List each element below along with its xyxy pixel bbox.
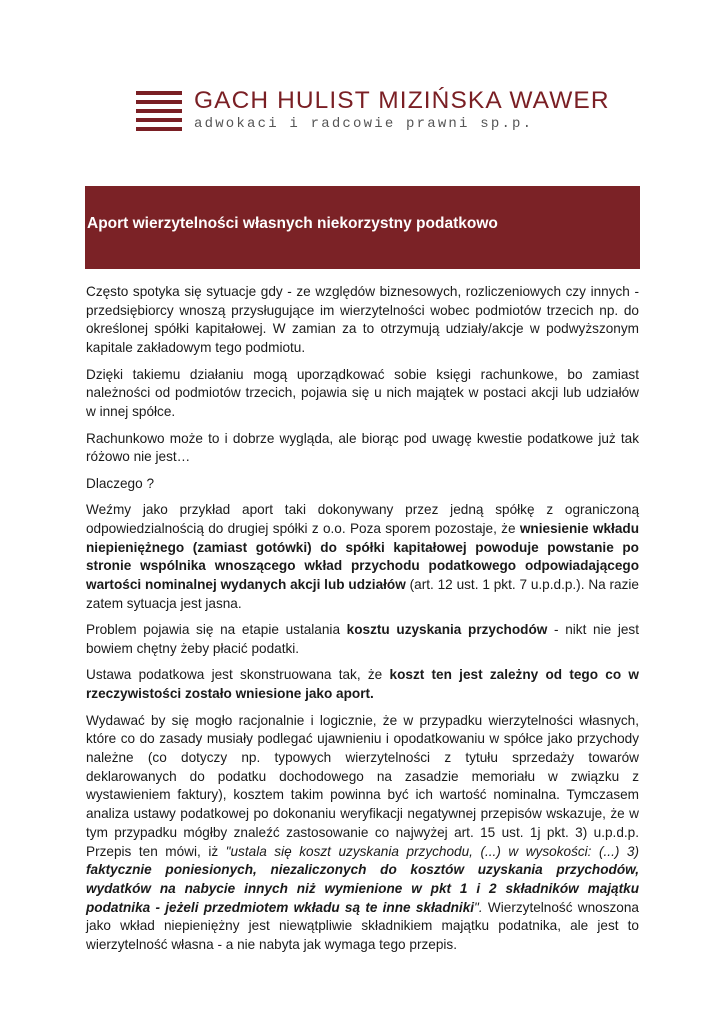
firm-logo	[136, 87, 610, 134]
paragraph-7-text: Ustawa podatkowa jest skonstruowana tak, że	[86, 667, 390, 683]
paragraph-5	[86, 501, 639, 613]
title-banner	[85, 186, 640, 269]
paragraph-7	[86, 666, 639, 703]
paragraph-6-text-end: - nikt nie jest bowiem chętny żeby płacić podatki.	[86, 622, 639, 656]
article-title: Aport wierzytelności własnych niekorzystny podatkowo	[87, 215, 498, 232]
logo-bars-icon	[136, 91, 182, 131]
paragraph-5-text: Weźmy jako przykład aport taki dokonywany przez jedną spółkę z ograniczoną odpowiedzialnością do drugiej spółki z o.o. Poza sporem pozostaje, że	[86, 502, 639, 536]
paragraph-5-text-end: (art. 12 ust. 1 pkt. 7 u.p.d.p.). Na razie zatem sytuacja jest jasna.	[86, 577, 639, 611]
paragraph-5-emphasis: wniesienie wkładu niepieniężnego (zamiast gotówki) do spółki kapitałowej powoduje powstanie po stronie wspólnika wnoszącego wkład przychodu podatkowego odpowiadającego wartości nominalnej wydanych akcji lub udziałów	[86, 520, 640, 593]
paragraph-6-emphasis: kosztu uzyskania przychodów	[346, 622, 548, 638]
paragraph-8-quote-end: ".	[474, 899, 483, 915]
logo-firm-name: GACH HULIST MIZIŃSKA WAWER	[194, 87, 610, 114]
paragraph-8-quote: "ustala się koszt uzyskania przychodu, (...) w wysokości: (...) 3)	[225, 843, 639, 859]
paragraph-8-text: Wydawać by się mogło racjonalnie i logicznie, że w przypadku wierzytelności własnych, które co do zasady musiały podlegać ujawnieniu i opodatkowaniu w spółce jako przychody należne (co dotyczy np. typowych wierzytelności z tytułu sprzedaży towarów deklarowanych do podatku dochodowego na zasadzie memoriału w związku z wystawieniem faktury), kosztem takim powinna być ich wartość nominalna. Tymczasem analiza ustawy podatkowej po dokonaniu weryfikacji negatywnej przepisów wskazuje, że w tym przypadku mógłby znaleźć zastosowanie co najwyżej art. 15 ust. 1j pkt. 3) u.p.d.p. Przepis ten mówi, iż	[86, 712, 639, 859]
paragraph-4: Dlaczego ?	[86, 475, 155, 491]
paragraph-8-text-end: Wierzytelność wnoszona jako wkład niepieniężny jest niewątpliwie składnikiem majątku podatnika, ale jest to wierzytelność własna - a nie nabyta jak wymaga tego przepis.	[86, 899, 639, 953]
paragraph-6	[86, 621, 639, 658]
article-body	[86, 283, 639, 963]
paragraph-2: Dzięki takiemu działaniu mogą uporządkować sobie księgi rachunkowe, bo zamiast należności od podmiotów trzecich, pojawia się u nich majątek w postaci akcji lub udziałów w innej spółce.	[86, 366, 639, 420]
logo-tagline: adwokaci i radcowie prawni sp.p.	[194, 116, 534, 132]
paragraph-7-emphasis: koszt ten jest zależny od tego co w rzeczywistości zostało wniesione jako aport.	[86, 667, 639, 702]
paragraph-8-quote-emphasis: faktycznie poniesionych, niezaliczonych do kosztów uzyskania przychodów, wydatków na nabycie innych niż wymienione w pkt 1 i 2 składników majątku podatnika - jeżeli przedmiotem wkładu są te inne składniki	[86, 862, 639, 915]
paragraph-8	[86, 712, 639, 955]
paragraph-1: Często spotyka się sytuacje gdy - ze względów biznesowych, rozliczeniowych czy innych - przedsiębiorcy wnoszą przysługujące im wierzytelności wobec podmiotów trzecich np. do określonej spółki kapitałowej. W zamian za to otrzymują udziały/akcje w podwyższonym kapitale zakładowym tego podmiotu.	[86, 284, 639, 356]
paragraph-3: Rachunkowo może to i dobrze wygląda, ale biorąc pod uwagę kwestie podatkowe już tak różowo nie jest…	[86, 430, 639, 465]
paragraph-6-text: Problem pojawia się na etapie ustalania	[86, 622, 347, 638]
